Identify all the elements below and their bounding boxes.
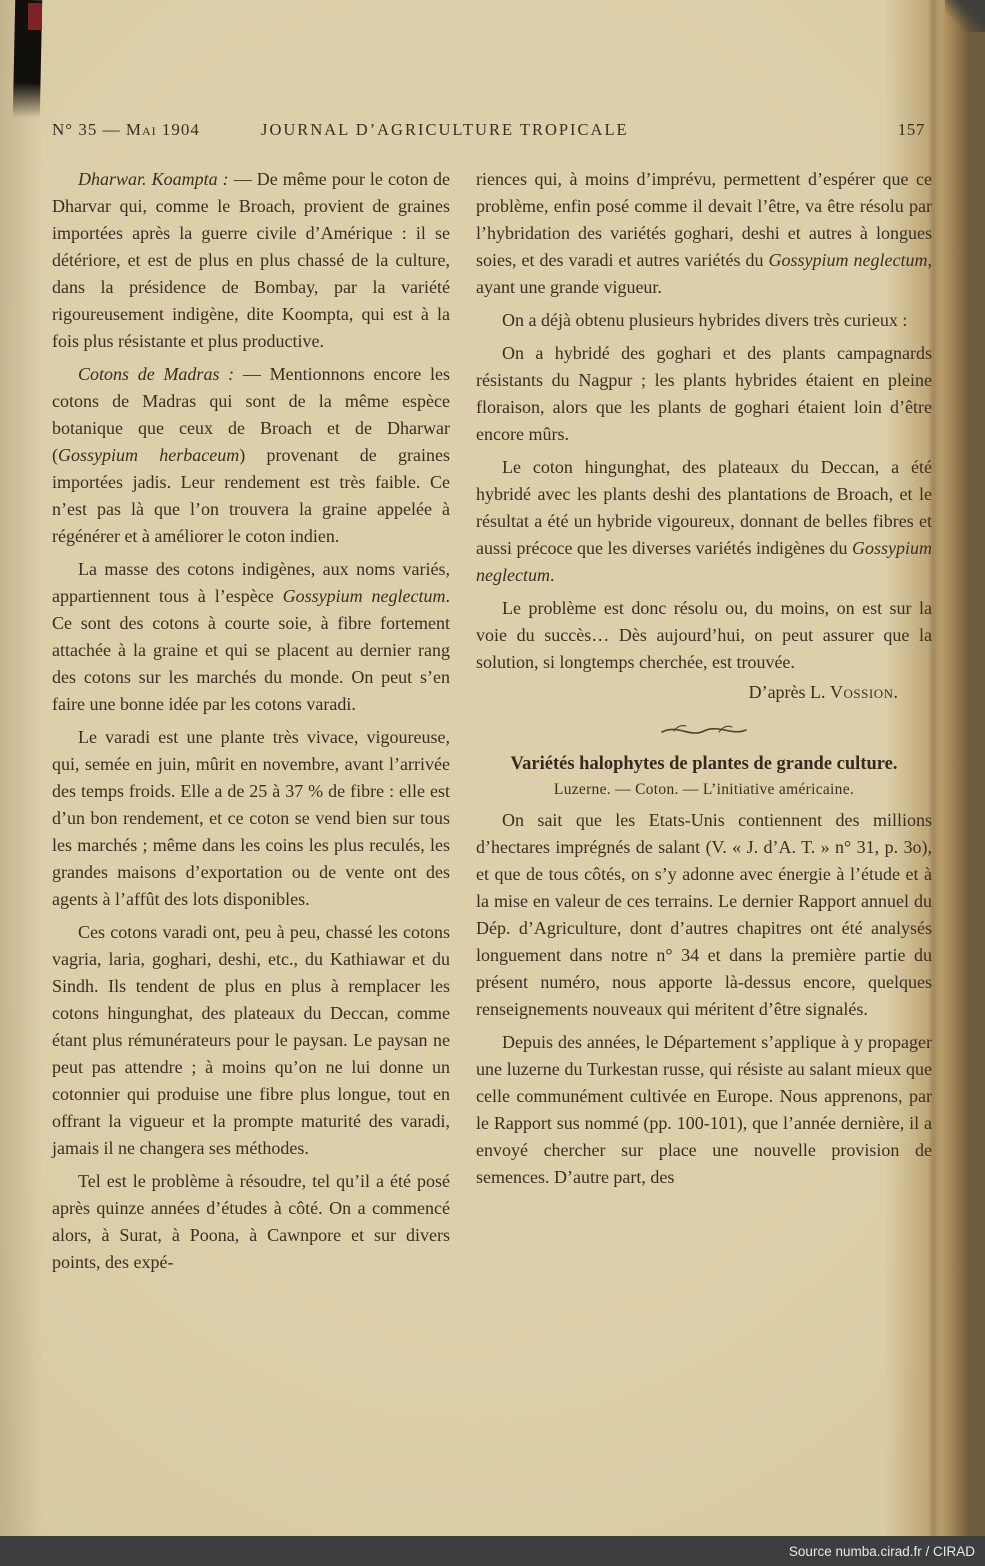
text-run: Cotons de Madras : [78, 364, 235, 384]
paragraph [52, 166, 450, 355]
text-run: — Mentionnons encore les cotons de Madras qui sont de la même espèce botanique que ceux de Broach et de Dharwar ( [52, 364, 450, 465]
right-column [476, 166, 932, 1276]
page-header [52, 120, 925, 140]
signature-line [476, 679, 898, 706]
text-run: ) provenant de graines importées jadis. Leur rendement est très faible. Ce n’est pas là que l’on trouvera la graine appelée à régénérer et à améliorer le coton indien. [52, 445, 450, 546]
paragraph [476, 307, 932, 334]
paragraph [476, 595, 932, 676]
text-columns [52, 166, 932, 1276]
header-issue: N° 35 — Mai 1904 [52, 120, 200, 139]
text-run: Ces cotons varadi ont, peu à peu, chassé les cotons vagria, laria, goghari, deshi, etc., du Kathiawar et du Sindh. Ils tendent de plus en plus à remplacer les cotons hingunghat, des plateaux du Deccan, comme étant plus rémunérateurs pour le paysan. Le paysan ne peut pas attendre ; à moins qu’on ne lui donne un cotonnier qui produise une fibre plus longue, tout en offrant la vigueur et la prompte maturité des varadi, jamais il ne changera ses méthodes. [52, 922, 450, 1158]
text-run: , ayant une grande vigueur. [476, 250, 932, 297]
paragraph [476, 340, 932, 448]
header-page-number: 157 [897, 120, 925, 139]
top-right-shadow [945, 0, 985, 32]
text-run: riences qui, à moins d’imprévu, permettent d’espérer que ce problème, enfin posé comme il devait l’être, va être résolu par l’hybridation des variétés goghari, deshi et autres à longues soies, et des varadi et autres variétés du [476, 169, 932, 270]
text-run: Depuis des années, le Département s’applique à y propager une luzerne du Turkestan russe, qui résiste au salant mieux que celle communément cultivée en Europe. Nous apprenons, par le Rapport sus nommé (pp. 100-101), que l’année dernière, il a envoyé chercher sur place une nouvelle provision de semences. D’autre part, des [476, 1032, 932, 1187]
paragraph [52, 919, 450, 1162]
text-run: Le varadi est une plante très vivace, vigoureuse, qui, semée en juin, mûrit en novembre, avant l’arrivée des temps froids. Elle a de 25 à 37 % de fibre : elle est d’un bon rendement, et ce coton se vend bien sur tous les marchés ; même dans les coins les plus reculés, les grandes maisons d’exportation ou de vente ont des agents à l’affût des lots disponibles. [52, 727, 450, 909]
text-run: Gossypium herbaceum [58, 445, 240, 465]
text-run: Vossion [830, 682, 894, 702]
text-run: . [549, 565, 555, 585]
header-title: JOURNAL D’AGRICULTURE TROPICALE [261, 120, 629, 139]
footer-bar [0, 1536, 985, 1566]
text-run: On a déjà obtenu plusieurs hybrides divers très curieux : [502, 310, 908, 330]
left-column [52, 166, 450, 1276]
paragraph [52, 724, 450, 913]
text-run: Gossypium neglectum [282, 586, 446, 606]
text-run: Gossypium neglectum [768, 250, 928, 270]
text-run: On sait que les Etats-Unis contiennent des millions d’hectares imprégnés de salant (V. « J. d’A. T. » n° 31, p. 3o), et que de tous côtés, on s’y adonne avec énergie à l’étude et à la mise en valeur de ces terrains. Le dernier Rapport annuel du Dép. d’Agriculture, dont d’autres chapitres ont été analysés longuement dans notre n° 34 et dans la première partie du présent numéro, nous apporte là-dessus encore, quelques renseignements nouveaux qui méritent d’être signalés. [476, 810, 932, 1019]
text-run: La masse des cotons indigènes, aux noms variés, appartiennent tous à l’espèce [52, 559, 450, 606]
paragraph [52, 361, 450, 550]
paragraph [476, 454, 932, 589]
source-credit: Source numba.cirad.fr / CIRAD [788, 1543, 975, 1559]
text-run: — De même pour le coton de Dharvar qui, comme le Broach, provient de graines importées après la guerre civile d’Amérique : il se détériore, et est de plus en plus chassé de la culture, dans la présidence de Bombay, par la variété rigoureusement indigène, dite Koompta, qui est à la fois plus résistante et plus productive. [52, 169, 450, 351]
text-run: On a hybridé des goghari et des plants campagnards résistants du Nagpur ; les plants hybrides étaient en pleine floraison, alors que les plants de goghari étaient loin d’être encore mûrs. [476, 343, 932, 444]
text-run: Le coton hingunghat, des plateaux du Deccan, a été hybridé avec les plants deshi des plantations de Broach, et le résultat a été un hybride vigoureux, donnant de belles fibres et aussi précoce que les diverses variétés indigènes du [476, 457, 932, 558]
red-corner-mark [28, 3, 42, 30]
text-run: . [893, 682, 898, 702]
paragraph [476, 166, 932, 301]
text-run: Gossypium neglectum [476, 538, 932, 585]
text-run: Tel est le problème à résoudre, tel qu’il a été posé après quinze années d’études à côté. On a commencé alors, à Surat, à Poona, à Cawnpore et sur divers points, des expé- [52, 1171, 450, 1272]
article-subheading: Luzerne. — Coton. — L’initiative américaine. [553, 781, 855, 798]
paragraph [476, 807, 932, 1023]
text-run: . Ce sont des cotons à courte soie, à fibre fortement attachée à la graine et qui se placent au dernier rang des cotons sur les marchés du monde. On peut s’en faire une bonne idée par les cotons varadi. [52, 586, 451, 714]
fleuron-divider-icon [476, 722, 932, 745]
text-run: Le problème est donc résolu ou, du moins, on est sur la voie du succès… Dès aujourd’hui, on peut assurer que la solution, si longtemps cherchée, est trouvée. [476, 598, 932, 672]
paragraph [476, 1029, 932, 1191]
paragraph [52, 556, 450, 718]
text-run: D’après L. [748, 682, 831, 702]
paragraph [52, 1168, 450, 1276]
text-run: Dharwar. Koampta : [78, 169, 229, 189]
article-heading: Variétés halophytes de plantes de grande culture. [510, 754, 898, 774]
